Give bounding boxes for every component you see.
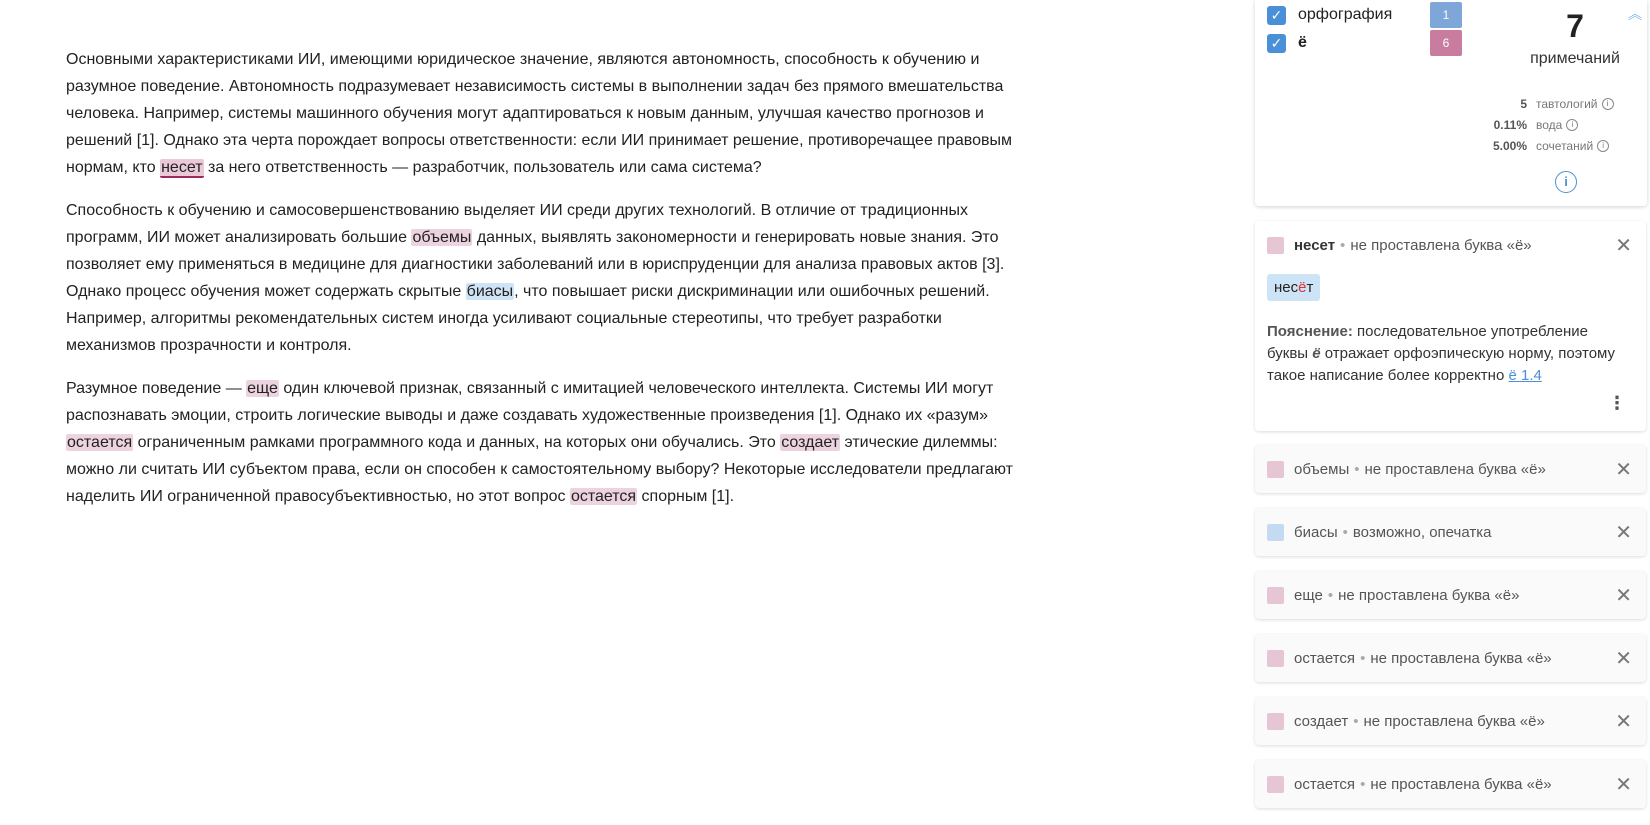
card-header[interactable] xyxy=(1267,445,1546,493)
metric-value: 5.00% xyxy=(1492,139,1527,153)
metric-water xyxy=(1455,115,1645,135)
issue-word: создает xyxy=(1294,712,1349,730)
close-icon[interactable]: ✕ xyxy=(1615,458,1632,481)
count-badge: 6 xyxy=(1430,30,1462,56)
category-square-icon xyxy=(1267,524,1284,541)
category-square-icon xyxy=(1267,776,1284,793)
paragraph-3[interactable] xyxy=(66,375,1026,510)
text-span: ограниченным рамками программного кода и данных, на которых они обучались. Это xyxy=(133,434,781,451)
card-header[interactable] xyxy=(1267,571,1519,619)
filter-label: ё xyxy=(1298,34,1307,51)
suggestion-letter: ё xyxy=(1298,279,1307,296)
explanation xyxy=(1267,321,1627,387)
category-square-icon xyxy=(1267,461,1284,478)
issue-word: остается xyxy=(1294,649,1356,667)
issue-word: объемы xyxy=(1294,460,1350,478)
separator-dot: • xyxy=(1353,712,1359,730)
separator-dot: • xyxy=(1360,775,1366,793)
card-header[interactable] xyxy=(1267,760,1552,808)
card-header[interactable] xyxy=(1267,221,1532,269)
explanation-letter: ё xyxy=(1312,345,1321,362)
total-label: примечаний xyxy=(1530,50,1620,67)
category-square-icon xyxy=(1267,237,1284,254)
close-icon[interactable]: ✕ xyxy=(1615,234,1632,257)
close-icon[interactable]: ✕ xyxy=(1615,773,1632,796)
text-span: данных, выявлять закономерности и генерировать новые знания. Это позволяет ему применяться в медицине для диагностики заболеваний или в юриспруденции для анализа правовых актов [3]. Однако процесс обучения может содержать скрытые xyxy=(66,229,1005,300)
filter-label: орфография xyxy=(1298,6,1393,23)
paragraph-1[interactable] xyxy=(66,46,1026,181)
metric-combinations xyxy=(1455,136,1645,156)
checkbox-checked-icon[interactable]: ✓ xyxy=(1267,6,1286,25)
issue-description: возможно, опечатка xyxy=(1352,523,1492,541)
explanation-text: последовательное употребление буквы xyxy=(1267,323,1588,362)
info-small-icon[interactable]: i xyxy=(1602,98,1614,110)
highlight-word-ostaetsya-2[interactable]: остается xyxy=(570,488,637,505)
chevron-up-double-icon[interactable]: ︽ xyxy=(1628,6,1642,22)
highlight-word-biasy[interactable]: биасы xyxy=(466,283,514,300)
issue-word: несет xyxy=(1294,236,1336,254)
rule-link[interactable]: ё 1.4 xyxy=(1508,367,1542,384)
issue-card[interactable] xyxy=(1255,634,1646,682)
metric-label: тавтологий xyxy=(1536,97,1598,111)
metric-value: 5 xyxy=(1520,97,1527,111)
issue-card[interactable] xyxy=(1255,760,1646,808)
issue-description: не проставлена буква «ё» xyxy=(1363,712,1545,730)
highlight-word-sozdaet[interactable]: создает xyxy=(781,434,840,451)
text-span: Способность к обучению и самосовершенствованию выделяет ИИ среди других технологий. В отличие от традиционных программ, ИИ может анализировать большие xyxy=(66,202,968,246)
explanation-label: Пояснение: xyxy=(1267,323,1353,340)
text-span: за него ответственность — разработчик, пользователь или сама система? xyxy=(203,159,762,176)
issue-word: еще xyxy=(1294,586,1323,604)
separator-dot: • xyxy=(1340,236,1346,254)
suggestion-chip[interactable] xyxy=(1267,274,1320,301)
issue-card[interactable] xyxy=(1255,508,1646,556)
card-header[interactable] xyxy=(1267,697,1545,745)
issue-description: не проставлена буква «ё» xyxy=(1338,586,1520,604)
issue-word: биасы xyxy=(1294,523,1338,541)
issue-description: не проставлена буква «ё» xyxy=(1370,649,1552,667)
separator-dot: • xyxy=(1327,586,1334,604)
issue-description: не проставлена буква «ё» xyxy=(1370,775,1552,793)
close-icon[interactable]: ✕ xyxy=(1615,521,1632,544)
separator-dot: • xyxy=(1342,523,1348,541)
stats-box xyxy=(1255,0,1647,206)
text-span: Разумное поведение — xyxy=(66,380,247,397)
paragraph-2[interactable] xyxy=(66,197,1026,359)
issue-description: не проставлена буква «ё» xyxy=(1350,236,1532,254)
category-square-icon xyxy=(1267,587,1284,604)
issue-card[interactable] xyxy=(1255,697,1646,745)
issue-word: остается xyxy=(1294,775,1356,793)
text-span: , что повышает риски дискриминации или ошибочных решений. Например, алгоритмы рекомендательных систем иногда усиливают социальные стереотипы, что требует разработки механизмов прозрачности и контроля. xyxy=(66,283,990,354)
metric-label: сочетаний xyxy=(1536,139,1594,153)
separator-dot: • xyxy=(1354,460,1360,478)
text-span: один ключевой признак, связанный с имитацией человеческого интеллекта. Системы ИИ могут распознавать эмоции, строить логические выводы и даже создавать художественные произведения [1]. Однако их «разум» xyxy=(66,380,994,424)
category-square-icon xyxy=(1267,650,1284,667)
highlight-word-eshche[interactable]: еще xyxy=(247,380,278,397)
metric-value: 0.11% xyxy=(1493,118,1527,132)
total-count: 7 xyxy=(1566,8,1584,44)
issue-card[interactable] xyxy=(1255,445,1646,493)
explanation-text: отражает орфоэпическую норму, поэтому такое написание более корректно xyxy=(1267,345,1616,384)
text-span: спорным [1]. xyxy=(637,488,735,505)
separator-dot: • xyxy=(1360,649,1366,667)
issue-card-expanded[interactable] xyxy=(1255,221,1646,431)
highlight-word-obemy[interactable]: объемы xyxy=(412,229,472,246)
checkbox-checked-icon[interactable]: ✓ xyxy=(1267,34,1286,53)
text-span: Основными характеристиками ИИ, имеющими юридическое значение, являются автономность, способность к обучению и разумное поведение. Автономность подразумевает независимость системы в выполнении задач без прямого вмешательства человека. Например, системы машинного обучения могут адаптироваться к новым данным, улучшая качество прогнозов и решений [1]. Однако эта черта порождает вопросы ответственности: если ИИ принимает решение, противоречащее правовым нормам, кто xyxy=(66,51,1012,176)
suggestion-text: т xyxy=(1306,279,1314,296)
metric-tautology xyxy=(1455,94,1645,114)
category-square-icon xyxy=(1267,713,1284,730)
close-icon[interactable]: ✕ xyxy=(1615,710,1632,733)
info-circle-icon[interactable]: i xyxy=(1555,171,1577,193)
filter-yo[interactable] xyxy=(1267,32,1307,54)
close-icon[interactable]: ✕ xyxy=(1615,584,1632,607)
filter-spelling[interactable] xyxy=(1267,4,1392,26)
card-header[interactable] xyxy=(1267,634,1552,682)
text-span: этические дилеммы: можно ли считать ИИ субъектом права, если он способен к самостоятельному выбору? Некоторые исследователи предлагают наделить ИИ ограниченной правосубъективностью, но этот вопрос xyxy=(66,434,1014,505)
card-header[interactable] xyxy=(1267,508,1491,556)
count-badge: 1 xyxy=(1430,2,1462,28)
issue-card[interactable] xyxy=(1255,571,1646,619)
more-options-icon[interactable]: ⋮ xyxy=(1608,393,1626,413)
info-small-icon[interactable]: i xyxy=(1597,140,1609,152)
suggestion-text: нес xyxy=(1274,279,1299,296)
highlight-word-ostaetsya-1[interactable]: остается xyxy=(67,434,133,451)
text-editor[interactable] xyxy=(66,46,1026,526)
close-icon[interactable]: ✕ xyxy=(1615,647,1632,670)
issue-description: не проставлена буква «ё» xyxy=(1364,460,1546,478)
info-small-icon[interactable]: i xyxy=(1566,119,1578,131)
metric-label: вода xyxy=(1536,118,1563,132)
highlight-word-neset[interactable]: несет xyxy=(161,159,203,176)
